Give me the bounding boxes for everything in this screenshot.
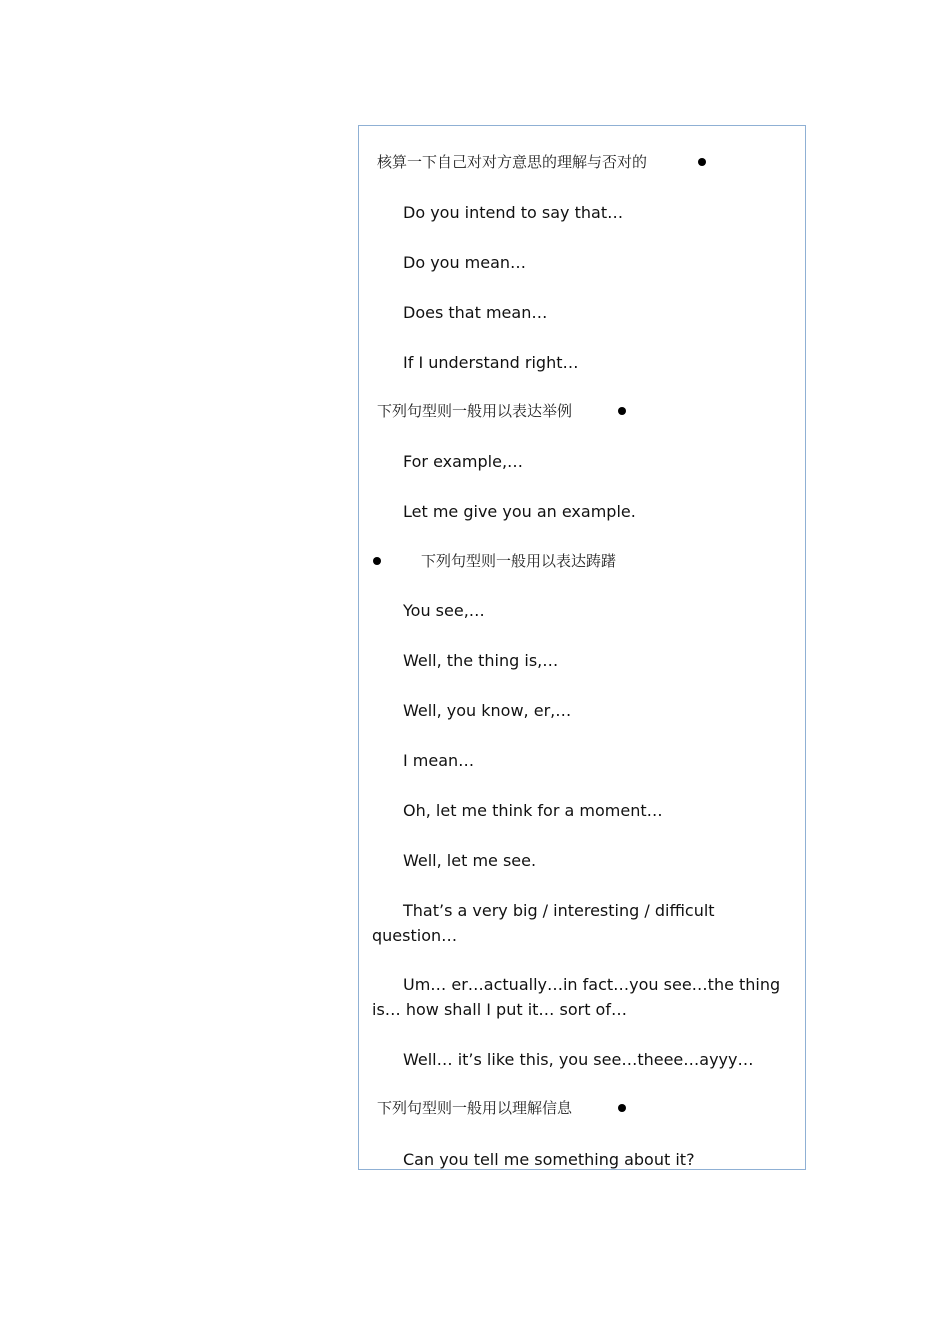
bullet-dot-icon (618, 1104, 626, 1112)
section-heading-example: 下列句型则一般用以表达举例 (377, 402, 573, 420)
phrase: Can you tell me something about it? (403, 1150, 695, 1169)
phrase: I mean… (403, 751, 475, 770)
phrase: If I understand right… (403, 353, 579, 372)
phrase: Well, you know, er,… (403, 701, 572, 720)
phrase: Let me give you an example. (403, 502, 636, 521)
phrase: Well, let me see. (403, 851, 537, 870)
phrase: Well, the thing is,… (403, 651, 559, 670)
bullet-dot-icon (373, 557, 381, 565)
phrase: Um… er…actually…in fact…you see…the thing is… how shall I put it… sort of… (372, 975, 781, 1019)
phrase: That’s a very big / interesting / difficult question… (372, 901, 715, 945)
phrase: Do you intend to say that… (403, 203, 624, 222)
section-heading-confirm: 核算一下自己对对方意思的理解与否对的 (377, 153, 648, 171)
phrase: For example,… (403, 452, 524, 471)
section-heading-hesitation: 下列句型则一般用以表达踌躇 (421, 552, 617, 570)
phrase: Oh, let me think for a moment… (403, 801, 663, 820)
bullet-dot-icon (618, 407, 626, 415)
phrase: Does that mean… (403, 303, 548, 322)
bullet-dot-icon (698, 158, 706, 166)
phrase: You see,… (403, 601, 485, 620)
phrase: Well… it’s like this, you see…theee…ayyy… (403, 1050, 754, 1069)
phrase: Do you mean… (403, 253, 527, 272)
section-heading-information: 下列句型则一般用以理解信息 (377, 1099, 573, 1117)
